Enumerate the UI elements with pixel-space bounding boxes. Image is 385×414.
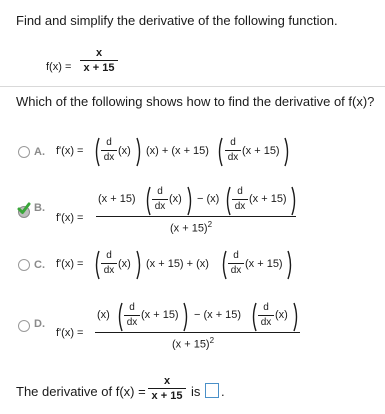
right-bracket: [182, 302, 190, 332]
subquestion: Which of the following shows how to find the derivative of f(x)?: [16, 94, 375, 109]
option-d-radio[interactable]: [18, 320, 30, 332]
d-dx-operator: d dx: [152, 186, 168, 213]
fraction-bar: [80, 60, 118, 61]
left-bracket: [250, 302, 258, 332]
final-fraction: [148, 375, 186, 402]
final-denominator: x + 15: [151, 390, 183, 402]
option-d-fraction-bar: [95, 332, 300, 333]
option-d-minus: − (x + 15): [194, 309, 242, 321]
question-prompt: Find and simplify the derivative of the following function.: [16, 13, 338, 28]
option-c-radio[interactable]: [18, 259, 30, 271]
option-a-x: (x): [118, 145, 131, 157]
final-text-after: is: [191, 384, 201, 399]
left-bracket: [224, 186, 232, 216]
right-bracket: [135, 137, 143, 167]
option-c-x: (x): [118, 258, 131, 270]
option-c-lhs: f'(x) =: [56, 258, 84, 270]
right-bracket: [283, 137, 291, 167]
d-dx-operator: d dx: [124, 302, 140, 329]
option-d-denominator: $(x + 15)^2$: [172, 336, 215, 351]
final-numerator: x: [163, 375, 171, 387]
option-b-letter: B.: [34, 202, 45, 214]
left-bracket: [116, 302, 124, 332]
option-d-x: (x): [275, 309, 288, 321]
function-numerator: x: [95, 47, 103, 59]
option-a-xp15: (x + 15): [242, 145, 280, 157]
left-bracket: [93, 137, 101, 167]
d-dx-operator: d dx: [101, 250, 117, 277]
function-fraction: [80, 47, 118, 74]
d-dx-operator: d dx: [258, 302, 274, 329]
function-denominator: x + 15: [83, 62, 115, 74]
left-bracket: [216, 137, 224, 167]
option-b-pre: (x + 15): [98, 193, 136, 205]
option-c-letter: C.: [34, 259, 45, 271]
right-bracket: [290, 186, 298, 216]
final-text-before: The derivative of f(x) =: [16, 384, 146, 399]
final-period: .: [221, 384, 225, 399]
d-dx-operator: d dx: [228, 250, 244, 277]
option-d-pre: (x): [97, 309, 110, 321]
left-bracket: [93, 250, 101, 280]
left-bracket: [220, 250, 228, 280]
option-b-denominator: $(x + 15)^2$: [170, 220, 213, 235]
left-bracket: [144, 186, 152, 216]
option-a-mid: (x) + (x + 15): [146, 145, 209, 157]
option-a-lhs: f'(x) =: [56, 145, 84, 157]
option-c-mid: (x + 15) + (x): [146, 258, 209, 270]
option-b-x: (x): [169, 193, 182, 205]
function-lhs: f(x) =: [46, 61, 72, 73]
divider: [0, 86, 385, 87]
option-b-fraction-bar: [96, 216, 296, 217]
option-d-xp15: (x + 15): [141, 309, 179, 321]
right-bracket: [286, 250, 294, 280]
d-dx-operator: d dx: [225, 137, 241, 164]
option-a-letter: A.: [34, 146, 45, 158]
option-b-radio[interactable]: [18, 206, 30, 218]
right-bracket: [186, 186, 194, 216]
option-c-xp15: (x + 15): [245, 258, 283, 270]
right-bracket: [135, 250, 143, 280]
option-b-minus-x: − (x): [197, 193, 220, 205]
option-a-radio[interactable]: [18, 146, 30, 158]
option-d-lhs: f'(x) =: [56, 327, 84, 339]
checkmark-icon: [17, 201, 31, 215]
d-dx-operator: d dx: [101, 137, 117, 164]
d-dx-operator: d dx: [232, 186, 248, 213]
option-b-lhs: f'(x) =: [56, 212, 84, 224]
option-d-letter: D.: [34, 318, 45, 330]
right-bracket: [292, 302, 300, 332]
answer-input[interactable]: [205, 383, 219, 398]
option-b-xp15: (x + 15): [249, 193, 287, 205]
